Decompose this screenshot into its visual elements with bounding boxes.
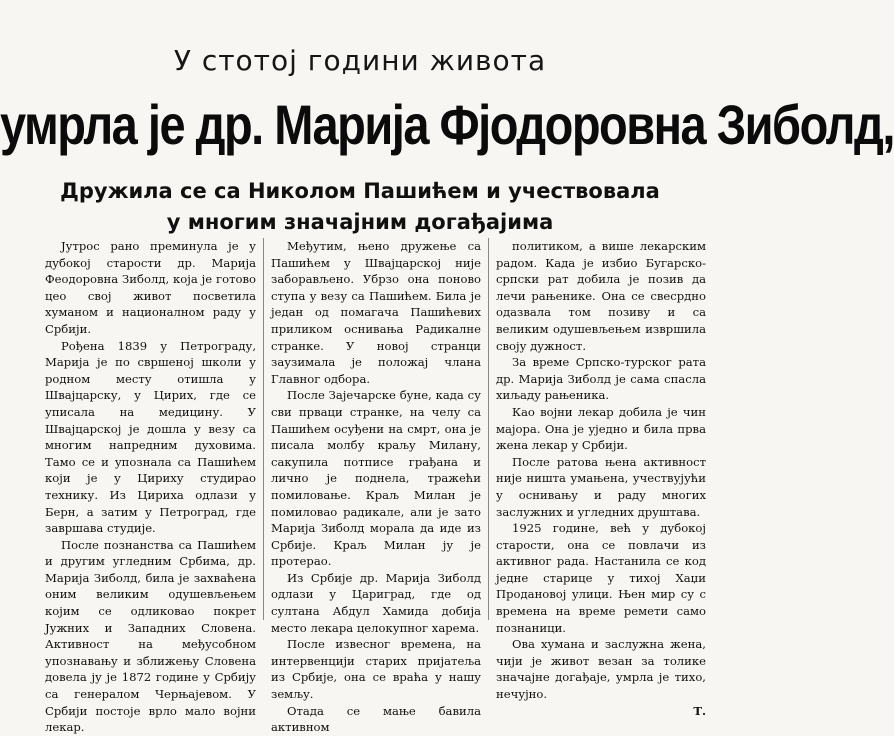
column-1 (38, 238, 263, 735)
paragraph: Отада се мање бавила активном (271, 703, 481, 735)
paragraph: Ова хумана и заслужна жена, чији је живот везан за толике значајне догађаје, умрла је тихо, нечујно. (496, 637, 706, 702)
main-title: умрла је др. Марија Фјодоровна Зиболд, (0, 93, 894, 156)
paragraph: Јутрос рано преминула је у дубокој старости др. Марија Феодоровна Зиболд, која је готово цео свој живот посветила хуманом и националном раду у Србији. (45, 239, 256, 336)
paragraph: Међутим, њено дружење са Пашићем у Швајцарској није заборављено. Убрзо она поново ступа у везу са Пашићем. Била је један од помагача Пашићевих приликом оснивања Радикалне странке. У новој странци заузимала је положај члана Главног одбора. (271, 239, 481, 386)
paragraph: Као војни лекар добила је чин мајора. Она је уједно и била прва жена лекар у Србији. (496, 404, 706, 453)
paragraph: После извесног времена, на интервенцији старих пријатеља из Србије, она се враћа у нашу земљу. (271, 637, 481, 702)
paragraph: После ратова њена активност није ништа умањена, учествујући у оснивању и раду многих заслужних и угледних друштава. (496, 454, 706, 519)
subtitle-line-2: у многим значајним догађајима (166, 210, 554, 234)
paragraph: За време Српско-турског рата др. Марија Зиболд је сама спасла хиљаду рањеника. (496, 355, 706, 403)
paragraph: 1925 године, већ у дубокој старости, она се повлачи из активног рада. Настанила се код једне старице у тихој Хаџи Продановој улици. Њен мир су с времена на време ремети само познаници. (496, 521, 706, 635)
kicker-line: У стотој години живота (173, 44, 547, 77)
paragraph: Из Србије др. Марија Зиболд одлази у Цариград, где од султана Абдул Хамида добија место лекара целокупног харема. (271, 570, 481, 635)
subtitle (0, 176, 720, 238)
paragraph: После познанства са Пашићем и другим угледним Србима, др. Марија Зиболд, била је захваћена оним великим одушевљењем којим се одликовао покрет Јужних и Западних Словена. Активност на међусобном упознавању и зближењу Словена довела ју је 1872 године у Србију са генералом Черњајевом. У Србији постоје врло мало војни лекар. (45, 537, 256, 735)
paragraph: политиком, а више лекарским радом. Када је избио Бугарско-српски рат добила је позив да лечи рањенике. Она се свесрдно одазвала том позиву и са великим одушевљењем извршила своју дужност. (496, 239, 706, 353)
author-signature: Т. (693, 703, 706, 718)
subtitle-line-1: Дружила се са Николом Пашићем и учествовала (60, 179, 660, 203)
column-2 (263, 238, 488, 735)
paragraph: Рођена 1839 у Петрограду, Марија је по свршеној школи у родном месту отишла у Швајцарску, у Цирих, где се уписала на медицину. У Швајцарској је дошла у везу са многим напредним духовима. Тамо се и упознала са Пашићем који је у Цириху студирао технику. Из Цириха одлази у Берн, а затим у Петроград, где завршава студије. (45, 338, 256, 536)
column-3 (488, 238, 713, 718)
article-body (38, 238, 713, 735)
paragraph: После Зајечарске буне, када су сви прваци странке, на челу са Пашићем осуђени на смрт, она је писала молбу краљу Милану, сакупила потписе грађана и лично је поднела, тражећи помиловање. Краљ Милан је помиловао радикале, али је зато Марија Зиболд морала да иде из Србије. Краљ Милан ју је протерао. (271, 388, 481, 569)
